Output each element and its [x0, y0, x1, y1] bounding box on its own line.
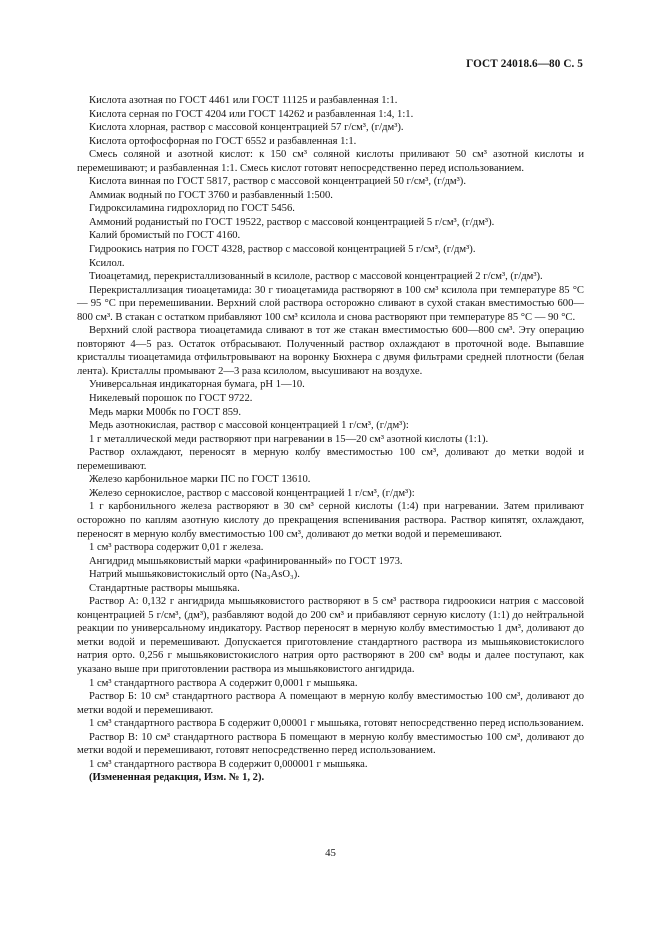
paragraph: Кислота серная по ГОСТ 4204 или ГОСТ 14262 и разбавленная 1:4, 1:1. [89, 108, 414, 120]
paragraph: Аммоний роданистый по ГОСТ 19522, раствор с массовой концентрацией 5 г/см³, (г/дм³). [89, 216, 495, 228]
paragraph: Железо карбонильное марки ПС по ГОСТ 13610. [89, 474, 311, 486]
paragraph: Раствор А: 0,132 г ангидрида мышьяковистого растворяют в 5 см³ раствора гидроокиси натрия с массовой концентрацией 5 г/см³, (дм³), разбавляют водой до 200 см³ и прибавляют серную кислоту (1:1) до нейтральной реакции по универсальному индикатору. Раствор переносят в мерную колбу вместимостью 1 дм³, доливают до метки водой и перемешивают. Допускается приготовление стандартного раствора из мышьяковистокислого натрия орто. 0,256 г мышьяковистокислого натрия орто растворяют в 200 см³ воды и далее поступают, как указано выше при приготовлении раствора из мышьяковистого ангидрида. [77, 596, 584, 675]
paragraph: Медь азотнокислая, раствор с массовой концентрацией 1 г/см³, (г/дм³): [89, 420, 409, 432]
paragraph: 1 см³ стандартного раствора А содержит 0,0001 г мышьяка. [89, 677, 358, 689]
paragraph: Никелевый порошок по ГОСТ 9722. [89, 393, 253, 405]
paragraph: Кислота винная по ГОСТ 5817, раствор с массовой концентрацией 50 г/см³, (г/дм³). [89, 176, 466, 188]
page-header: ГОСТ 24018.6—80 С. 5 [466, 58, 583, 70]
paragraph: Раствор Б: 10 см³ стандартного раствора А помещают в мерную колбу вместимостью 100 см³, доливают до метки водой и перемешивают. [77, 691, 584, 716]
paragraph: Ксилол. [89, 257, 125, 269]
paragraph: Раствор В: 10 см³ стандартного раствора Б помещают в мерную колбу вместимостью 100 см³, доливают до метки водой и перемешивают, готовят непосредственно перед использованием. [77, 731, 584, 757]
paragraph: Ангидрид мышьяковистый марки «рафинированный» по ГОСТ 1973. [89, 555, 403, 567]
paragraph: 1 г металлической меди растворяют при нагревании в 15—20 см³ азотной кислоты (1:1). [89, 433, 489, 445]
paragraph: Перекристаллизация тиоацетамида: 30 г тиоацетамида растворяют в 100 см³ ксилола при температуре 85 °С — 95 °С при перемешивании. Верхний слой раствора осторожно сливают в сухой стакан вместимостью 600—800 см³. В стакан с остатком прибавляют 100 см³ ксилола и снова растворяют при температуре 85 °С — 90 °С. [77, 284, 584, 323]
paragraph: Калий бромистый по ГОСТ 4160. [89, 230, 241, 242]
paragraph: Гидроокись натрия по ГОСТ 4328, раствор с массовой концентрацией 5 г/см³, (г/дм³). [89, 244, 476, 256]
page-number: 45 [325, 847, 336, 859]
paragraph: Кислота хлорная, раствор с массовой концентрацией 57 г/см³, (г/дм³). [89, 122, 404, 134]
paragraph: Смесь соляной и азотной кислот: к 150 см³ соляной кислоты приливают 50 см³ азотной кислоты и перемешивают; и разбавленная 1:1. Смесь кислот готовят непосредственно перед использованием. [77, 149, 584, 174]
revision-note: (Измененная редакция, Изм. № 1, 2). [89, 772, 265, 784]
paragraph: 1 см³ стандартного раствора Б содержит 0,00001 г мышьяка, готовят непосредственно перед использованием. [89, 718, 584, 730]
paragraph: Медь марки М00бк по ГОСТ 859. [89, 406, 241, 418]
paragraph: 1 см³ раствора содержит 0,01 г железа. [89, 542, 264, 554]
paragraph: 1 г карбонильного железа растворяют в 30 см³ серной кислоты (1:4) при нагревании. Затем приливают осторожно по каплям азотную кислоту до прекращения вспенивания раствора. Раствор кипятят, охлаждают, переносят в мерную колбу вместимостью 100 см³, доливают до метки водой и перемешивают. [77, 501, 584, 540]
paragraph: Кислота азотная по ГОСТ 4461 или ГОСТ 11125 и разбавленная 1:1. [89, 95, 398, 106]
document-body [77, 94, 584, 785]
paragraph: Кислота ортофосфорная по ГОСТ 6552 и разбавленная 1:1. [89, 135, 357, 147]
paragraph: 1 см³ стандартного раствора В содержит 0,000001 г мышьяка. [89, 758, 368, 770]
paragraph: Железо сернокислое, раствор с массовой концентрацией 1 г/см³, (г/дм³): [89, 487, 415, 499]
paragraph: Гидроксиламина гидрохлорид по ГОСТ 5456. [89, 203, 295, 215]
paragraph: Натрий мышьяковистокислый орто (Na₃AsO₃). [89, 569, 300, 581]
paragraph: Стандартные растворы мышьяка. [89, 582, 240, 594]
paragraph: Тиоацетамид, перекристаллизованный в ксилоле, раствор с массовой концентрацией 2 г/см³, (г/дм³). [89, 271, 543, 283]
paragraph: Аммиак водный по ГОСТ 3760 и разбавленный 1:500. [89, 189, 333, 201]
paragraph: Универсальная индикаторная бумага, рН 1—10. [89, 379, 305, 391]
paragraph: Раствор охлаждают, переносят в мерную колбу вместимостью 100 см³, доливают до метки водой и перемешивают. [77, 447, 584, 472]
paragraph: Верхний слой раствора тиоацетамида сливают в тот же стакан вместимостью 600—800 см³. Эту операцию повторяют 4—5 раз. Остаток отбрасывают. Полученный раствор охлаждают в проточной воде. Выпавшие кристаллы тиоацетамида отфильтровывают на воронку Бюхнера с двумя фильтрами средней плотности (белая лента). Кристаллы промывают 2—3 раза ксилолом, высушивают на воздухе. [77, 325, 584, 377]
